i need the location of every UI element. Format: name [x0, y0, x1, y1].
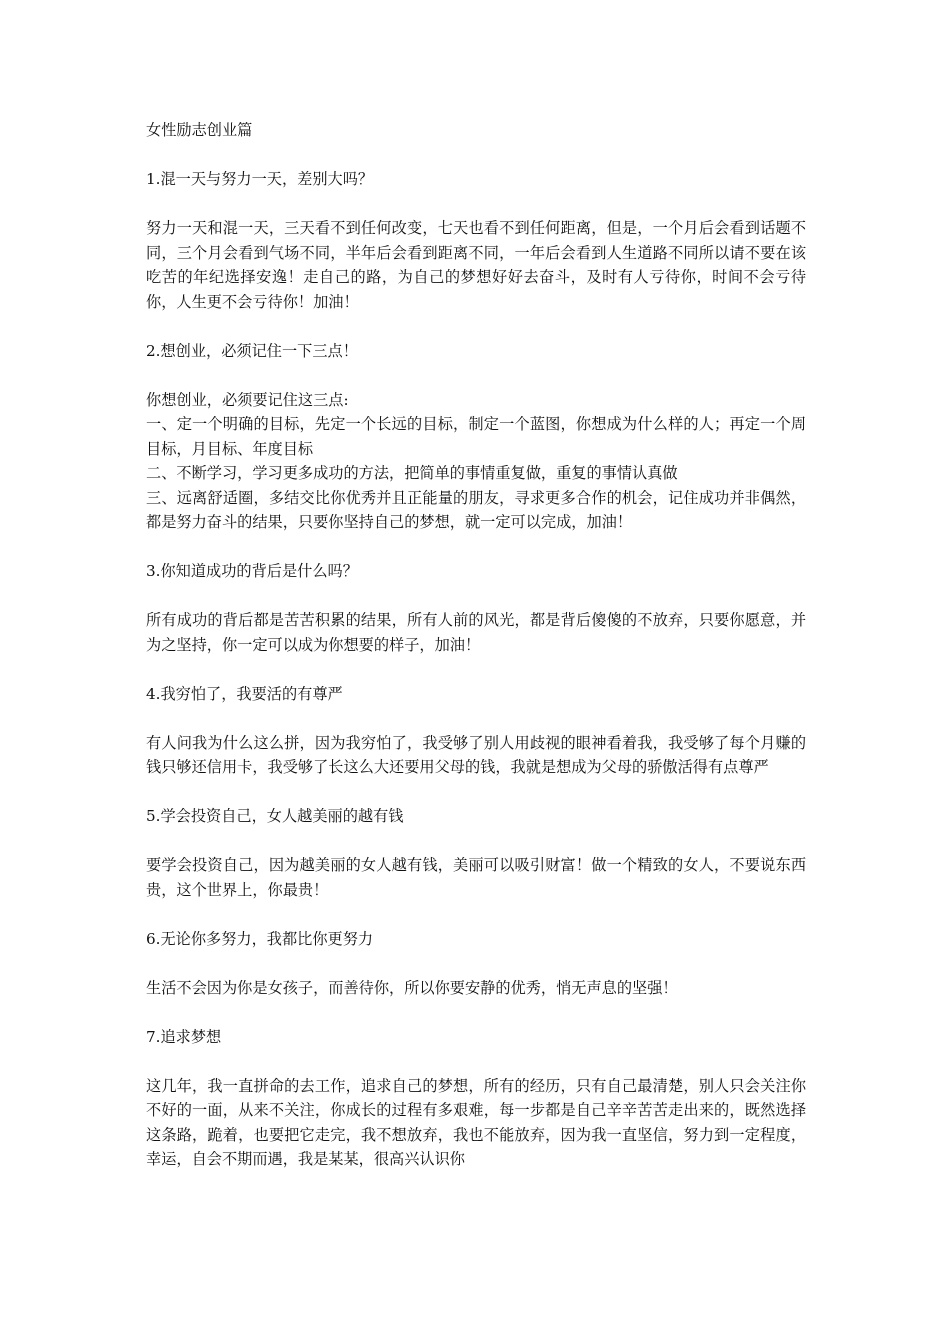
section-heading: 6.无论你多努力，我都比你更努力 — [146, 929, 374, 948]
section-heading: 7.追求梦想 — [146, 1027, 222, 1046]
list-intro: 你想创业，必须要记住这三点: — [146, 390, 349, 409]
section-6 — [146, 927, 806, 1001]
list-item: 三、远离舒适圈，多结交比你优秀并且正能量的朋友，寻求更多合作的机会，记住成功并非偶然，都是努力奋斗的结果，只要你坚持自己的梦想，就一定可以完成，加油！ — [146, 488, 806, 531]
list-item: 二、不断学习，学习更多成功的方法，把简单的事情重复做，重复的事情认真做 — [146, 464, 678, 482]
section-2 — [146, 339, 806, 535]
section-3 — [146, 559, 806, 657]
section-heading: 1.混一天与努力一天，差别大吗？ — [146, 170, 374, 188]
section-heading: 2.想创业，必须记住一下三点！ — [146, 341, 358, 360]
section-heading: 4.我穷怕了，我要活的有尊严 — [146, 684, 343, 703]
section-4 — [146, 682, 806, 780]
section-list — [146, 388, 806, 535]
section-heading: 5.学会投资自己，女人越美丽的越有钱 — [146, 807, 404, 825]
section-paragraph: 所有成功的背后都是苦苦积累的结果，所有人前的风光，都是背后傻傻的不放弃，只要你愿意，并为之坚持，你一定可以成为你想要的样子，加油！ — [146, 611, 806, 654]
section-paragraph: 努力一天和混一天，三天看不到任何改变，七天也看不到任何距离，但是，一个月后会看到话题不同，三个月会看到气场不同，半年后会看到距离不同，一年后会看到人生道路不同所以请不要在该吃苦的年纪选择安逸！走自己的路，为自己的梦想好好去奋斗，及时有人亏待你，时间不会亏待你，人生更不会亏待你！加油！ — [146, 219, 806, 311]
document-page — [146, 118, 806, 1196]
section-5 — [146, 804, 806, 902]
section-paragraph: 有人问我为什么这么拼，因为我穷怕了，我受够了别人用歧视的眼神看着我，我受够了每个月赚的钱只够还信用卡，我受够了长这么大还要用父母的钱，我就是想成为父母的骄傲活得有点尊严 — [146, 733, 806, 776]
document-title: 女性励志创业篇 — [146, 121, 253, 139]
section-paragraph: 生活不会因为你是女孩子，而善待你，所以你要安静的优秀，悄无声息的坚强！ — [146, 978, 678, 997]
section-paragraph: 这几年，我一直拼命的去工作，追求自己的梦想，所有的经历，只有自己最清楚，别人只会关注你不好的一面，从来不关注，你成长的过程有多艰难，每一步都是自己辛辛苦苦走出来的，既然选择这条路，跪着，也要把它走完，我不想放弃，我也不能放弃，因为我一直坚信，努力到一定程度，幸运，自会不期而遇，我是某某，很高兴认识你 — [146, 1076, 806, 1168]
section-paragraph: 要学会投资自己，因为越美丽的女人越有钱，美丽可以吸引财富！做一个精致的女人，不要说东西贵，这个世界上，你最贵！ — [146, 856, 806, 899]
section-heading: 3.你知道成功的背后是什么吗？ — [146, 562, 358, 580]
list-item: 一、定一个明确的目标，先定一个长远的目标，制定一个蓝图，你想成为什么样的人；再定一个周目标，月目标、年度目标 — [146, 415, 806, 458]
section-7 — [146, 1025, 806, 1172]
section-1 — [146, 167, 806, 314]
